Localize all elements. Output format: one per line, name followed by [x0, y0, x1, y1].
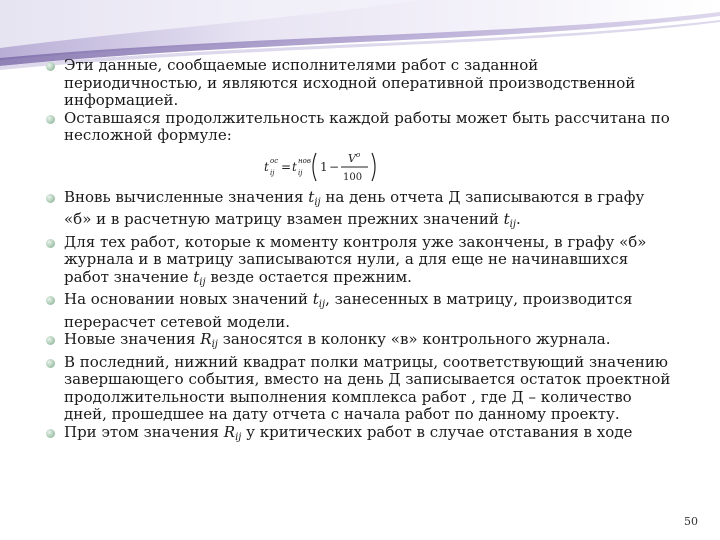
bullet-icon: [46, 239, 55, 248]
bullet-icon: [46, 336, 55, 345]
list-item: [44, 331, 674, 354]
list-item: [44, 354, 674, 424]
formula-denom: 100: [343, 171, 363, 183]
symbol-subscript: ij: [314, 196, 321, 208]
formula-one: 1: [320, 159, 328, 174]
symbol-subscript: ij: [235, 431, 242, 443]
bullet-text: Эти данные, сообщаемые исполнителями работ с заданной периодичностью, и являются исходной оперативной производственной информацией.: [64, 56, 636, 109]
symbol-subscript: ij: [318, 299, 326, 310]
symbol-subscript: ij: [509, 219, 516, 230]
symbol: R: [200, 330, 212, 348]
list-item: [44, 110, 674, 145]
bullet-text: , занесенных в матрицу, производится перерасчет сетевой модели.: [64, 290, 633, 331]
bullet-icon: [46, 359, 55, 368]
svg-text:=: =: [281, 159, 292, 174]
bullet-icon: [46, 62, 55, 71]
list-item: [44, 234, 674, 292]
formula-lhs-sub: ij: [270, 168, 275, 177]
formula-mid-sup: нов: [298, 156, 311, 165]
bullet-text: Новые значения: [64, 330, 196, 348]
bullet-text: Оставшаяся продолжительность каждой работы может быть рассчитана по несложной формуле:: [64, 108, 670, 144]
bullet-list: [44, 57, 674, 446]
formula-graphic: [264, 147, 414, 187]
bullet-icon: [46, 296, 55, 305]
formula-numer-sup: о: [356, 150, 361, 159]
formula-numer: V: [348, 151, 356, 165]
formula: [44, 145, 674, 189]
page-number: 50: [684, 515, 698, 528]
formula-minus: −: [329, 159, 340, 174]
symbol: R: [223, 422, 236, 441]
symbol-subscript: ij: [211, 339, 218, 350]
symbol-subscript: ij: [199, 276, 206, 288]
list-item: [44, 424, 674, 447]
bullet-text: Вновь вычисленные значения: [64, 187, 304, 206]
bullet-text: у критических работ в случае отставания в ходе: [246, 422, 633, 441]
bullet-text: заносятся в колонку «в» контрольного журнала.: [222, 330, 611, 348]
bullet-text: При этом значения: [64, 422, 219, 441]
bullet-text: На основании новых значений: [64, 290, 308, 308]
formula-mid: t: [292, 159, 297, 174]
list-item: [44, 291, 674, 331]
bullet-icon: [46, 429, 55, 438]
symbol: t: [193, 267, 200, 286]
symbol: t: [503, 210, 510, 228]
bullet-text: везде остается прежним.: [210, 267, 412, 286]
slide-content: [44, 57, 674, 446]
list-item: [44, 189, 674, 234]
bullet-icon: [46, 194, 55, 203]
formula-mid-sub: ij: [298, 168, 303, 177]
symbol: t: [308, 187, 315, 206]
bullet-text: Для тех работ, которые к моменту контроля уже закончены, в графу «б» журнала и в матрицу записываются нули, а для еще не начинавшихся работ значение: [64, 232, 647, 286]
bullet-text: В последний, нижний квадрат полки матрицы, соответствующий значению завершающего события, вместо на день Д записывается остаток проектной продолжительности выполнения комплекса работ , где Д – количество дней, прошедшее на дату отчета с начала работ по данному проекту.: [64, 352, 671, 423]
formula-lhs-sup: ос: [270, 156, 279, 165]
bullet-icon: [46, 115, 55, 124]
list-item: [44, 57, 674, 110]
formula-lhs: t: [264, 159, 269, 174]
symbol: t: [312, 290, 319, 308]
bullet-text: .: [515, 210, 521, 228]
bullet-text: на день отчета Д записываются в графу «б» и в расчетную матрицу взамен прежних значений: [64, 187, 645, 228]
